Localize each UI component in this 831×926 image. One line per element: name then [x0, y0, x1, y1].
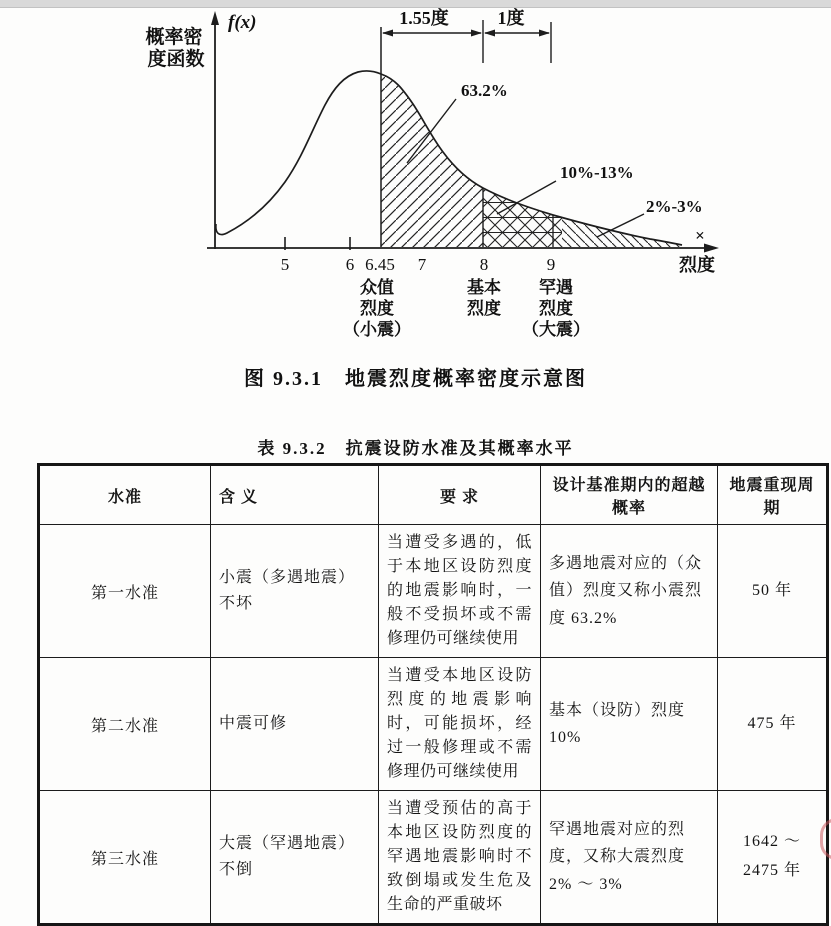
y-axis-arrow-icon — [211, 11, 219, 25]
table-header-row — [39, 465, 828, 525]
table-row — [39, 525, 828, 658]
tick-label-6: 6 — [345, 255, 355, 274]
fx-label: f(x) — [228, 12, 257, 33]
y-axis-title-line2: 度函数 — [147, 49, 205, 70]
rare-intensity-label-3: （大震） — [522, 320, 590, 339]
tick-label-5: 5 — [280, 255, 290, 274]
x-axis-title: 烈度 — [679, 255, 715, 275]
tick-label-645: 6.45 — [365, 255, 395, 274]
dim-arrow-icon — [484, 30, 495, 37]
cell-period-3: 1642 ～ 2475 年 — [718, 791, 828, 925]
tick-label-8: 8 — [479, 255, 489, 274]
tick-label-9: 9 — [546, 255, 556, 274]
region-basic-quake-hatch — [483, 188, 562, 247]
cell-requirement-3: 当遭受预估的高于本地区设防烈度的罕遇地震影响时不致倒塌或发生危及生命的严重破坏 — [379, 791, 541, 925]
header-period: 地震重现周期 — [718, 465, 828, 525]
cell-meaning-3: 大震（罕遇地震）不倒 — [211, 791, 379, 925]
density-chart — [0, 0, 831, 348]
header-probability: 设计基准期内的超越概率 — [541, 465, 718, 525]
cell-level-3: 第三水准 — [39, 791, 211, 925]
dim-arrow-icon — [382, 30, 393, 37]
dim-label-1: 1度 — [497, 8, 525, 28]
y-axis-title-line1: 概率密 — [145, 27, 203, 48]
header-meaning: 含 义 — [211, 465, 379, 525]
cell-period-2: 475 年 — [718, 658, 828, 791]
table-row — [39, 791, 828, 925]
mode-intensity-label-3: （小震） — [343, 320, 411, 339]
cell-probability-3: 罕遇地震对应的烈度，又称大震烈度 2% ～ 3% — [541, 791, 718, 925]
rare-intensity-label-2: 烈度 — [539, 299, 573, 318]
header-requirement: 要 求 — [379, 465, 541, 525]
basic-intensity-label-2: 烈度 — [467, 299, 501, 318]
cell-level-1: 第一水准 — [39, 525, 211, 658]
x-var-label: × — [695, 226, 705, 245]
cell-meaning-1: 小震（多遇地震）不坏 — [211, 525, 379, 658]
figure-9-3-1 — [0, 0, 831, 348]
seismic-levels-table — [37, 463, 829, 926]
cell-meaning-2: 中震可修 — [211, 658, 379, 791]
table-title: 表 9.3.2 抗震设防水准及其概率水平 — [257, 439, 574, 458]
header-level: 水准 — [39, 465, 211, 525]
cell-probability-2: 基本（设防）烈度 10% — [541, 658, 718, 791]
pct-10-13-label: 10%-13% — [560, 163, 634, 182]
basic-intensity-label-1: 基本 — [467, 278, 501, 297]
rare-intensity-label-1: 罕遇 — [539, 278, 573, 297]
figure-caption: 图 9.3.1 地震烈度概率密度示意图 — [244, 368, 587, 390]
pct-2-3-label: 2%-3% — [646, 197, 703, 216]
cell-period-1: 50 年 — [718, 525, 828, 658]
cell-level-2: 第二水准 — [39, 658, 211, 791]
x-axis-arrow-icon — [704, 244, 719, 253]
cell-requirement-2: 当遭受本地区设防烈度的地震影响时，可能损坏，经过一般修理或不需修理仍可继续使用 — [379, 658, 541, 791]
mode-intensity-label-2: 烈度 — [360, 299, 394, 318]
dim-arrow-icon — [471, 30, 482, 37]
cell-probability-1: 多遇地震对应的（众值）烈度又称小震烈度 63.2% — [541, 525, 718, 658]
pct-63-label: 63.2% — [461, 81, 508, 100]
tick-label-7: 7 — [417, 255, 427, 274]
dim-label-155: 1.55度 — [399, 8, 449, 28]
dim-arrow-icon — [539, 30, 550, 37]
mode-intensity-label-1: 众值 — [360, 278, 394, 297]
cell-requirement-1: 当遭受多遇的，低于本地区设防烈度的地震影响时，一般不受损坏或不需修理仍可继续使用 — [379, 525, 541, 658]
table-row — [39, 658, 828, 791]
